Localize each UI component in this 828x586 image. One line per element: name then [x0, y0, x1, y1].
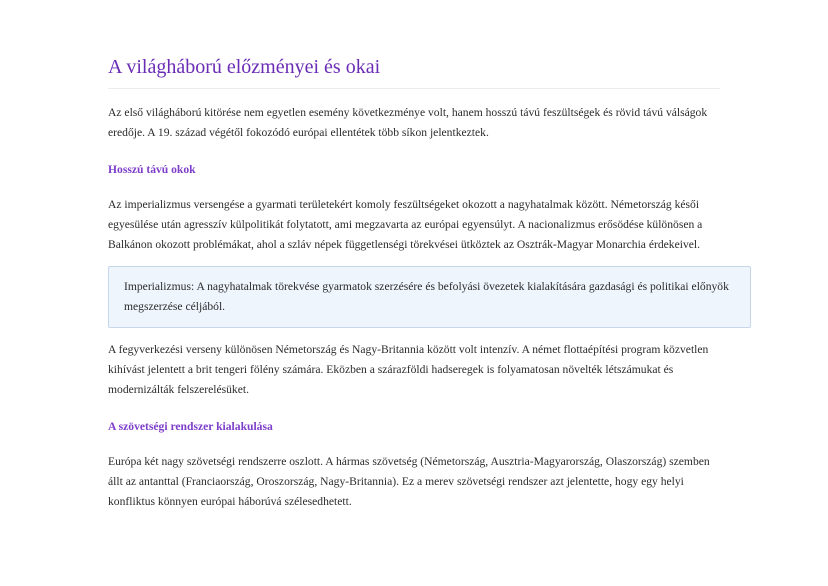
intro-paragraph: Az első világháború kitörése nem egyetlen esemény következménye volt, hanem hosszú távú feszültségek és rövid távú válságok eredője. A 19. század végétől fokozódó európai ellentétek több síkon jelentkeztek.: [108, 106, 708, 139]
section-heading-alliances: A szövetségi rendszer kialakulása: [108, 420, 273, 433]
imperialism-paragraph: Az imperializmus versengése a gyarmati területekért komoly feszültségeket okozott a nagyhatalmak között. Németország késői egyesülése után agresszív külpolitikát folytatott, ami megzavarta az európai egyensúlyt. A nacionalizmus erősödése különösen a Balkánon okozott problémákat, ahol a szláv népek függetlenségi törekvései ütköztek az Osztrák-Magyar Monarchia érdekeivel.: [108, 198, 703, 251]
arms-race-paragraph: A fegyverkezési verseny különösen Németország és Nagy-Britannia között volt intenzív. A német flottaépítési program közvetlen kihívást jelentett a brit tengeri fölény számára. Eközben a szárazföldi hadseregek is folyamatosan növelték létszámukat és modernizálták felszerelésüket.: [108, 343, 709, 396]
section-heading-long-term-causes: Hosszú távú okok: [108, 163, 196, 176]
alliances-paragraph: Európa két nagy szövetségi rendszerre oszlott. A hármas szövetség (Németország, Ausztria-Magyarország, Olaszország) szemben állt az antanttal (Franciaország, Oroszország, Nagy-Britannia). Ez a merev szövetségi rendszer azt jelentette, hogy egy helyi konfliktus könnyen európai háborúvá szélesedhetett.: [108, 455, 710, 508]
page-title: A világháború előzményei és okai: [108, 54, 720, 89]
definition-box: Imperializmus: A nagyhatalmak törekvése gyarmatok szerzésére és befolyási övezetek kialakítására gazdasági és politikai előnyök megszerzése céljából.: [108, 266, 751, 328]
article: [108, 54, 753, 512]
